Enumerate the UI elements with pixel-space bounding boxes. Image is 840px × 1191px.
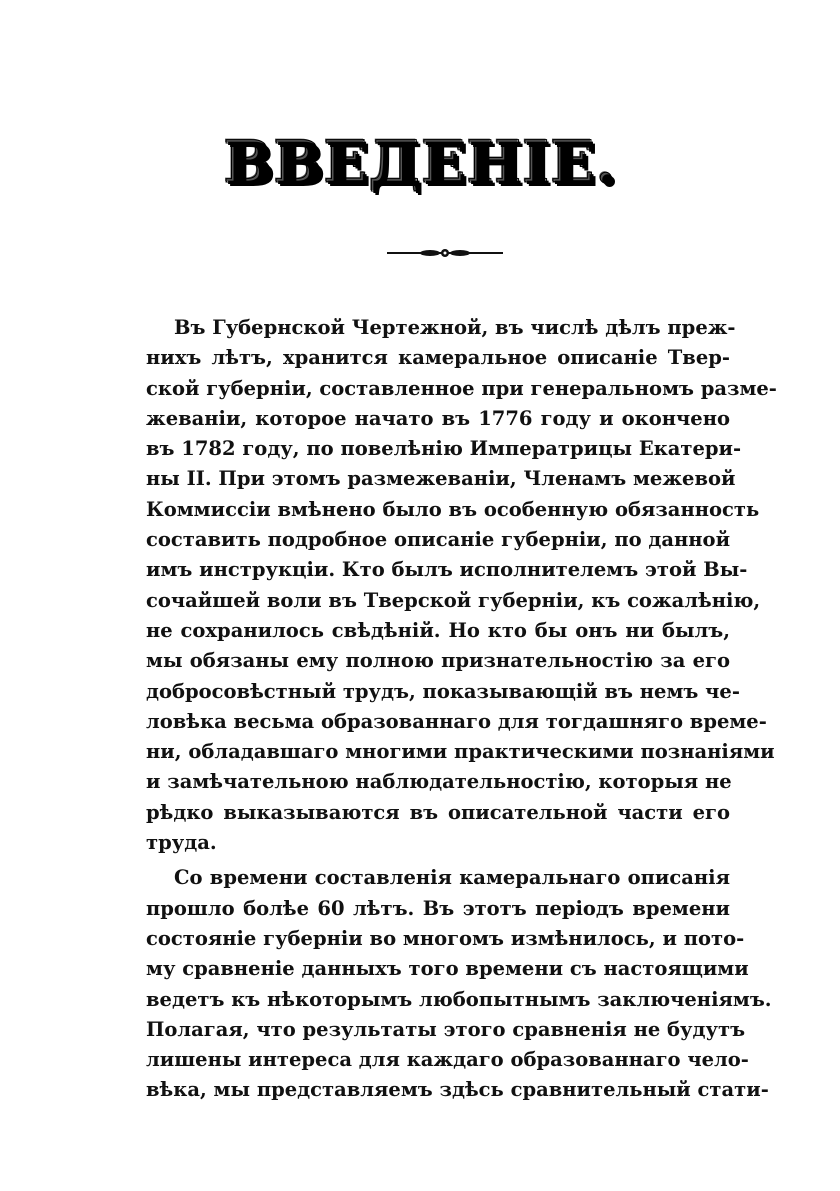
text-line: сочайшей воли въ Тверской губерніи, къ сожалѣнію, — [146, 588, 761, 612]
text-line: и замѣчательною наблюдательностію, которыя не — [146, 770, 732, 794]
text-line: въ 1782 году, по повелѣнію Императрицы Екатери- — [146, 437, 742, 461]
text-line: не сохранилось свѣдѣній. Но кто бы онъ ни былъ, — [146, 618, 730, 642]
text-line: составить подробное описаніе губерніи, по данной — [146, 528, 731, 552]
text-line: Въ Губернской Чертежной, въ числѣ дѣлъ преж- — [174, 316, 736, 339]
ornament-rule-icon — [385, 243, 505, 263]
text-line: прошло болѣе 60 лѣтъ. Въ этотъ періодъ времени — [146, 896, 730, 920]
text-line: имъ инструкціи. Кто былъ исполнителемъ этой Вы- — [146, 558, 748, 582]
text-line: состояніе губерніи во многомъ измѣнилось, и пото- — [146, 926, 745, 950]
text-line: добросовѣстный трудъ, показывающій въ немъ че- — [146, 679, 740, 703]
text-line: му сравненіе данныхъ того времени съ настоящими — [146, 957, 749, 981]
text-line: вѣка, мы представляемъ здѣсь сравнительный стати- — [146, 1078, 769, 1102]
body-text — [146, 313, 777, 1106]
text-line: Коммиссіи вмѣнено было въ особенную обязанность — [146, 497, 760, 521]
chapter-title: ВВЕДЕНІЕ. — [0, 128, 840, 196]
text-line: труда. — [146, 831, 217, 855]
text-line: лишены интереса для каждаго образованнаго чело- — [146, 1048, 749, 1072]
text-line: рѣдко выказываются въ описательной части его — [146, 800, 730, 824]
text-line: ны II. При этомъ размежеваніи, Членамъ межевой — [146, 467, 736, 491]
text-line: Полагая, что результаты этого сравненія не будутъ — [146, 1017, 746, 1041]
text-line: Со времени составленія камеральнаго описанія — [174, 866, 730, 890]
text-line: ведетъ къ нѣкоторымъ любопытнымъ заключеніямъ. — [146, 987, 772, 1011]
text-line: мы обязаны ему полною признательностію за его — [146, 649, 730, 673]
text-line: нихъ лѣтъ, хранится камеральное описаніе Твер- — [146, 346, 730, 370]
text-line: ской губерніи, составленное при генеральномъ разме- — [146, 376, 777, 400]
paragraph — [146, 863, 772, 1105]
text-line: жеваніи, которое начато въ 1776 году и окончено — [146, 406, 730, 430]
text-line: ловѣка весьма образованнаго для тогдашняго време- — [146, 709, 767, 733]
text-line: ни, обладавшаго многими практическими познаніями — [146, 740, 775, 764]
paragraph — [146, 313, 777, 858]
